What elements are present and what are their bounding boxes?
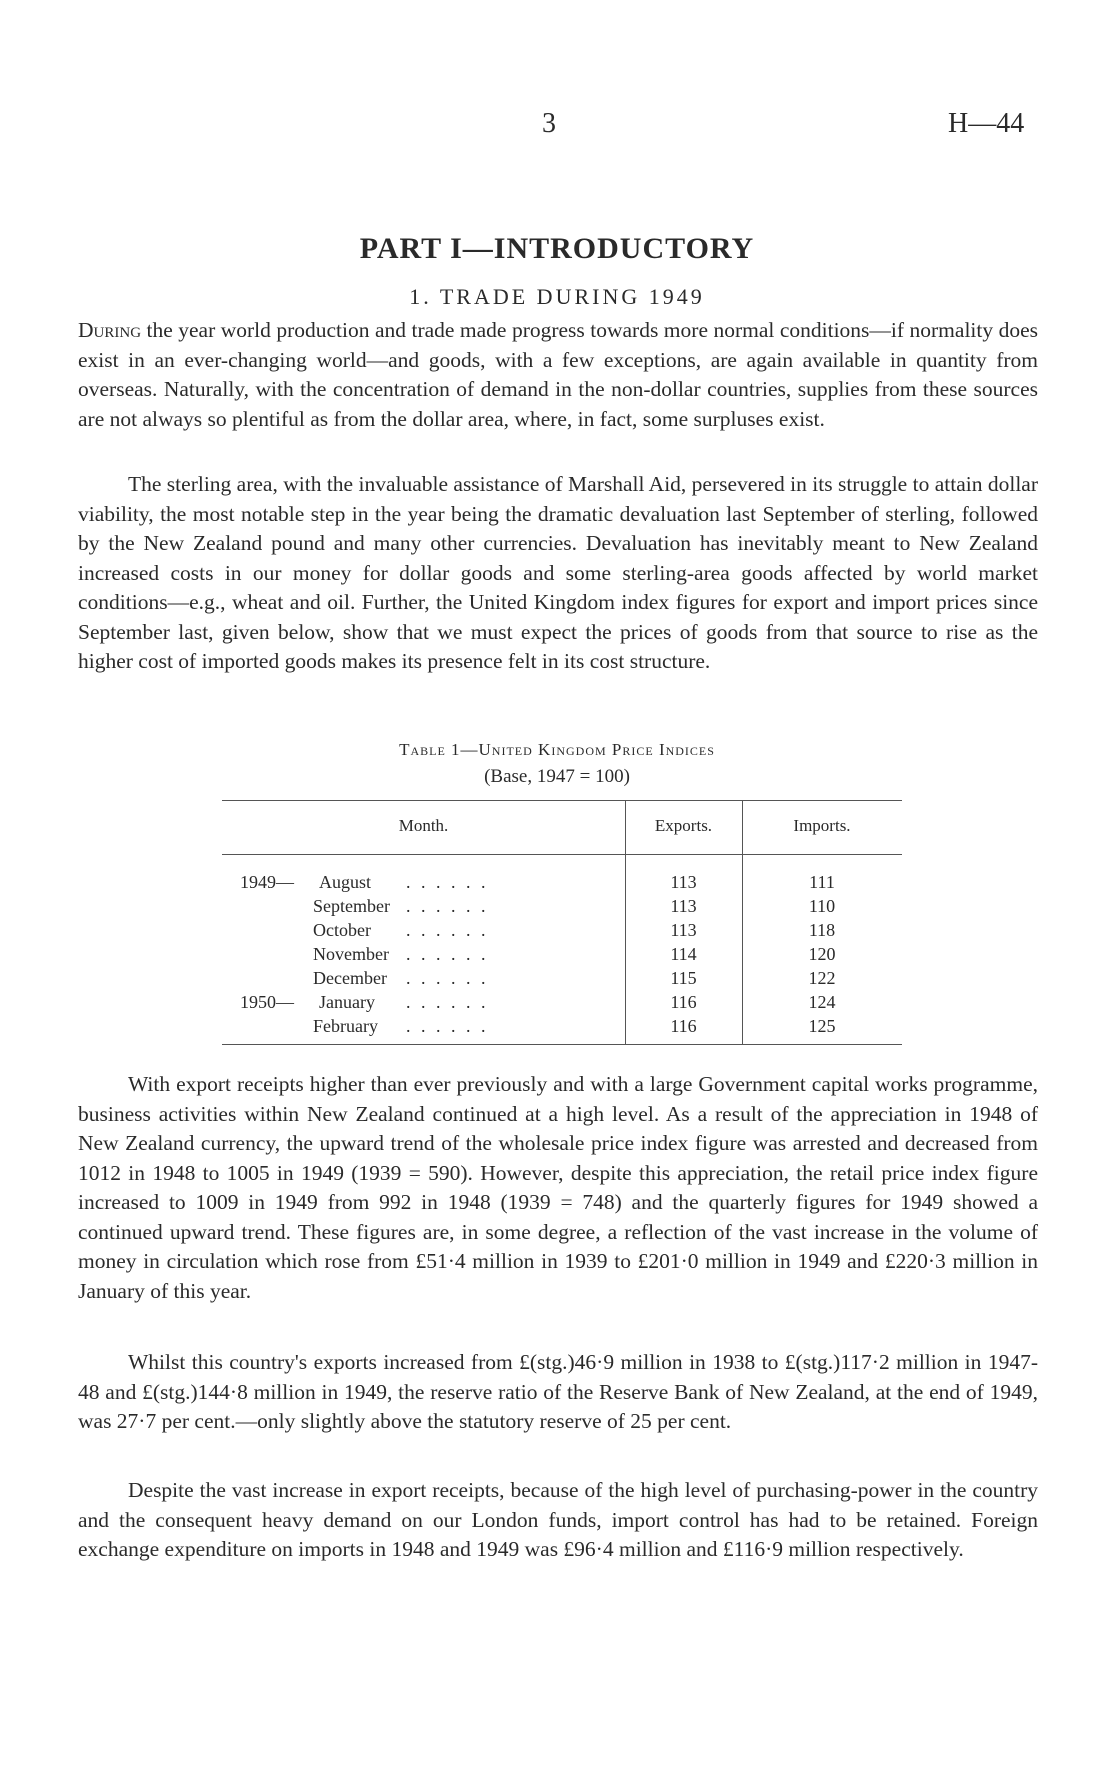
row-leader-dots: . . . . . . xyxy=(406,920,489,940)
paragraph-2: The sterling area, with the invaluable assistance of Marshall Aid, persevered in its struggle to attain dollar viability, the most notable step in the year being the dramatic devaluation last September of sterling, followed by the New Zealand pound and many other currencies. Devaluation has inevitably meant to New Zealand increased costs in our money for dollar goods and some sterling-area goods affected by world market conditions—e.g., wheat and oil. Further, the United Kingdom index figures for export and import prices since September last, given below, show that we must expect the prices of goods from that source to rise as the higher cost of imported goods makes its presence felt in its cost structure. xyxy=(78,472,1038,673)
row-leader-dots: . . . . . . xyxy=(406,1016,489,1036)
row-exports: 116 xyxy=(670,992,697,1012)
row-exports: 114 xyxy=(670,944,697,964)
row-leader-dots: . . . . . . xyxy=(406,944,489,964)
row-month: January xyxy=(319,992,375,1012)
table-row xyxy=(0,968,1114,992)
row-month: August xyxy=(319,872,372,892)
row-month: October xyxy=(313,920,371,940)
row-imports: 118 xyxy=(808,920,836,940)
table-header-rule xyxy=(222,854,902,855)
row-year: 1949— xyxy=(240,872,294,892)
row-leader-dots: . . . . . . xyxy=(406,992,489,1012)
paragraph-lead-word: During xyxy=(78,318,142,342)
row-year: 1950— xyxy=(240,992,294,1012)
paragraph-1-text: the year world production and trade made progress towards more normal conditions—if normality does exist in an ever-changing world—and goods, with a few exceptions, are again available in quantity from overseas. Naturally, with the concentration of demand in the non-dollar countries, supplies from these sources are not always so plentiful as from the dollar area, where, in fact, some surpluses exist. xyxy=(78,318,1038,431)
column-header-exports: Exports. xyxy=(654,816,713,835)
table-row xyxy=(0,896,1114,920)
table-row xyxy=(0,992,1114,1016)
row-leader-dots: . . . . . . xyxy=(406,896,489,916)
table-row xyxy=(0,1016,1114,1040)
row-leader-dots: . . . . . . xyxy=(406,968,489,988)
part-title: PART I—INTRODUCTORY xyxy=(359,232,755,265)
row-imports: 120 xyxy=(808,944,836,964)
row-imports: 122 xyxy=(808,968,836,988)
section-title: 1. TRADE DURING 1949 xyxy=(409,284,705,309)
row-exports: 115 xyxy=(670,968,697,988)
document-reference: H—44 xyxy=(948,108,1025,139)
table-top-rule xyxy=(222,800,902,801)
row-exports: 113 xyxy=(670,872,697,892)
paragraph-1 xyxy=(78,316,1038,434)
paragraph-5: Despite the vast increase in export receipts, because of the high level of purchasing-power in the country and the consequent heavy demand on our London funds, import control has had to be retained. Foreign exchange expenditure on imports in 1948 and 1949 was £96·4 million and £116·9 million respectively. xyxy=(78,1478,1038,1561)
row-month: September xyxy=(313,896,390,916)
row-exports: 116 xyxy=(670,1016,697,1036)
row-exports: 113 xyxy=(670,920,697,940)
row-leader-dots: . . . . . . xyxy=(406,872,489,892)
row-exports: 113 xyxy=(670,896,697,916)
paragraph-3: With export receipts higher than ever previously and with a large Government capital works programme, business activities within New Zealand continued at a high level. As a result of the appreciation in 1948 of New Zealand currency, the upward trend of the wholesale price index figure was arrested and decreased from 1012 in 1948 to 1005 in 1949 (1939 = 590). However, despite this appreciation, the retail price index figure increased to 1009 in 1949 from 992 in 1948 (1939 = 748) and the quarterly figures for 1949 showed a continued upward trend. These figures are, in some degree, a reflection of the vast increase in the volume of money in circulation which rose from £51·4 million in 1939 to £201·0 million in 1949 and £220·3 million in January of this year. xyxy=(78,1072,1038,1303)
table-bottom-rule xyxy=(222,1044,902,1045)
row-month: December xyxy=(313,968,387,988)
paragraph-4: Whilst this country's exports increased from £(stg.)46·9 million in 1938 to £(stg.)117·2 million in 1947-48 and £(stg.)144·8 million in 1949, the reserve ratio of the Reserve Bank of New Zealand, at the end of 1949, was 27·7 per cent.—only slightly above the statutory reserve of 25 per cent. xyxy=(78,1350,1038,1433)
column-header-imports: Imports. xyxy=(793,816,851,835)
row-imports: 111 xyxy=(809,872,835,892)
table-row xyxy=(0,944,1114,968)
table-caption: Table 1—United Kingdom Price Indices xyxy=(399,740,715,759)
table-row xyxy=(0,872,1114,896)
row-month: November xyxy=(313,944,389,964)
row-imports: 110 xyxy=(808,896,836,916)
column-header-month: Month. xyxy=(398,816,449,835)
table-row xyxy=(0,920,1114,944)
page-number: 3 xyxy=(542,108,556,139)
table-base-note: (Base, 1947 = 100) xyxy=(484,766,630,787)
row-imports: 124 xyxy=(808,992,836,1012)
row-month: February xyxy=(313,1016,378,1036)
row-imports: 125 xyxy=(808,1016,836,1036)
